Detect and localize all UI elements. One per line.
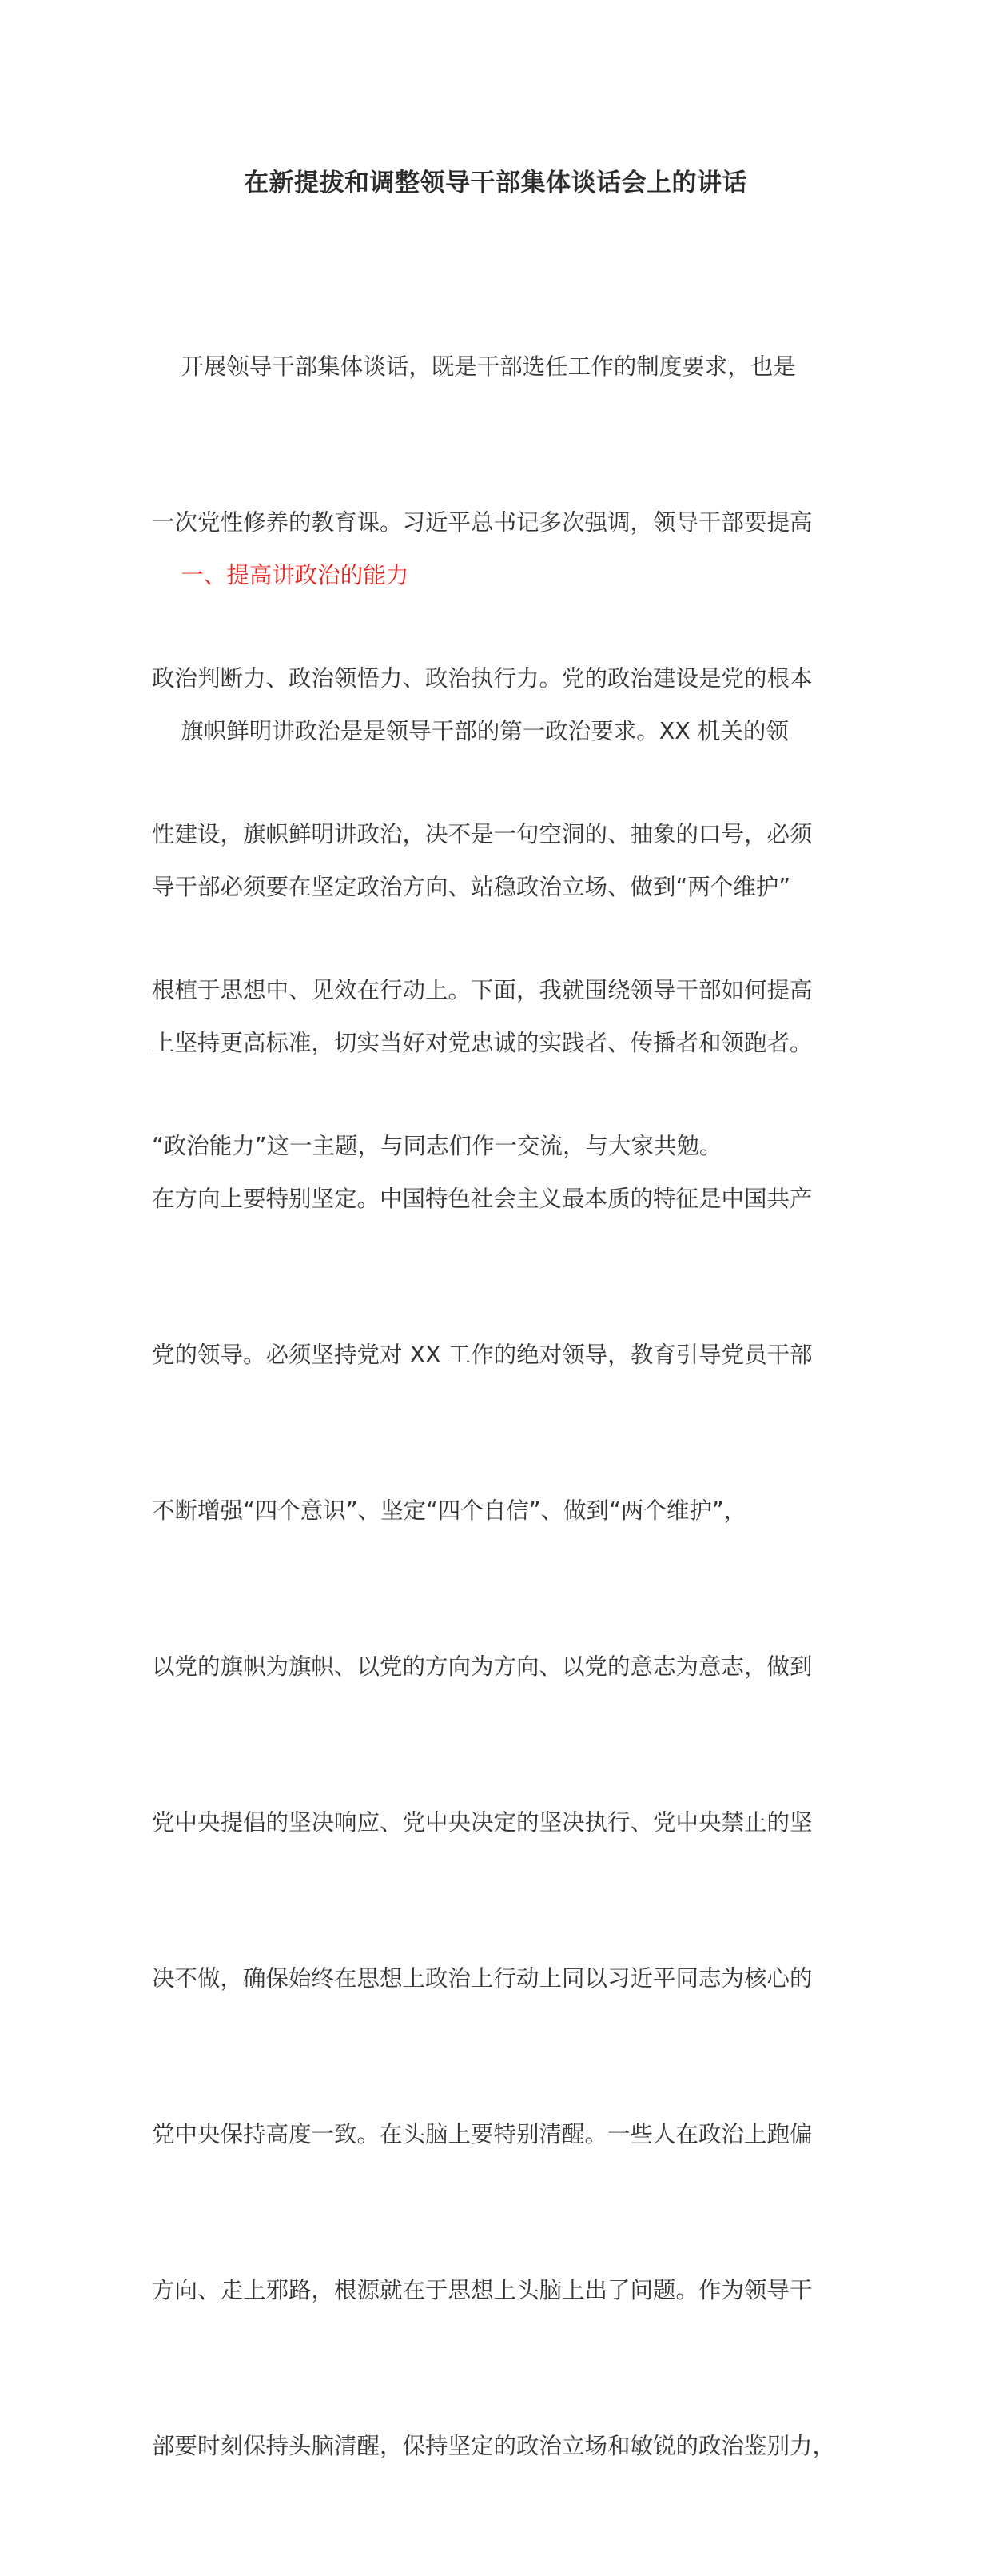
text-line: 部要时刻保持头脑清醒，保持坚定的政治立场和敏锐的政治鉴别力， [152, 2433, 836, 2459]
text-line: 决不做，确保始终在思想上政治上行动上同以习近平同志为核心的 [152, 1965, 813, 1992]
text-line: 不断增强“四个意识”、坚定“四个自信”、做到“两个维护”， [152, 1497, 747, 1524]
text-line: 党中央保持高度一致。在头脑上要特别清醒。一些人在政治上跑偏 [152, 2121, 813, 2147]
text-line: 以党的旗帜为旗帜、以党的方向为方向、以党的意志为意志，做到 [152, 1653, 813, 1680]
section-heading-1: 一、提高讲政治的能力 [152, 562, 409, 588]
document-title: 在新提拔和调整领导干部集体谈话会上的讲话 [244, 169, 747, 197]
text-line: 党中央提倡的坚决响应、党中央决定的坚决执行、党中央禁止的坚 [152, 1809, 813, 1836]
text-line: 方向、走上邪路，根源就在于思想上头脑上出了问题。作为领导干 [152, 2277, 813, 2303]
text-line: 开展领导干部集体谈话，既是干部选任工作的制度要求，也是 [152, 353, 796, 380]
text-line: 党的领导。必须坚持党对 XX 工作的绝对领导，教育引导党员干部 [152, 1342, 813, 1368]
text-line: 旗帜鲜明讲政治是是领导干部的第一政治要求。XX 机关的领 [152, 718, 789, 744]
text-line: 上坚持更高标准，切实当好对党忠诚的实践者、传播者和领跑者。 [152, 1030, 813, 1056]
text-line: 性建设，旗帜鲜明讲政治，决不是一句空洞的、抽象的口号，必须 [152, 821, 813, 847]
text-line: 政治判断力、政治领悟力、政治执行力。党的政治建设是党的根本 [152, 665, 813, 692]
paragraph-section-1 [152, 601, 855, 2576]
text-line: 一次党性修养的教育课。习近平总书记多次强调，领导干部要提高 [152, 509, 813, 536]
text-line: “政治能力”这一主题，与同志们作一交流，与大家共勉。 [152, 1133, 722, 1159]
text-line: 在方向上要特别坚定。中国特色社会主义最本质的特征是中国共产 [152, 1186, 813, 1212]
text-line: 根植于思想中、见效在行动上。下面，我就围绕领导干部如何提高 [152, 977, 813, 1003]
text-line: 导干部必须要在坚定政治方向、站稳政治立场、做到“两个维护” [152, 874, 791, 900]
